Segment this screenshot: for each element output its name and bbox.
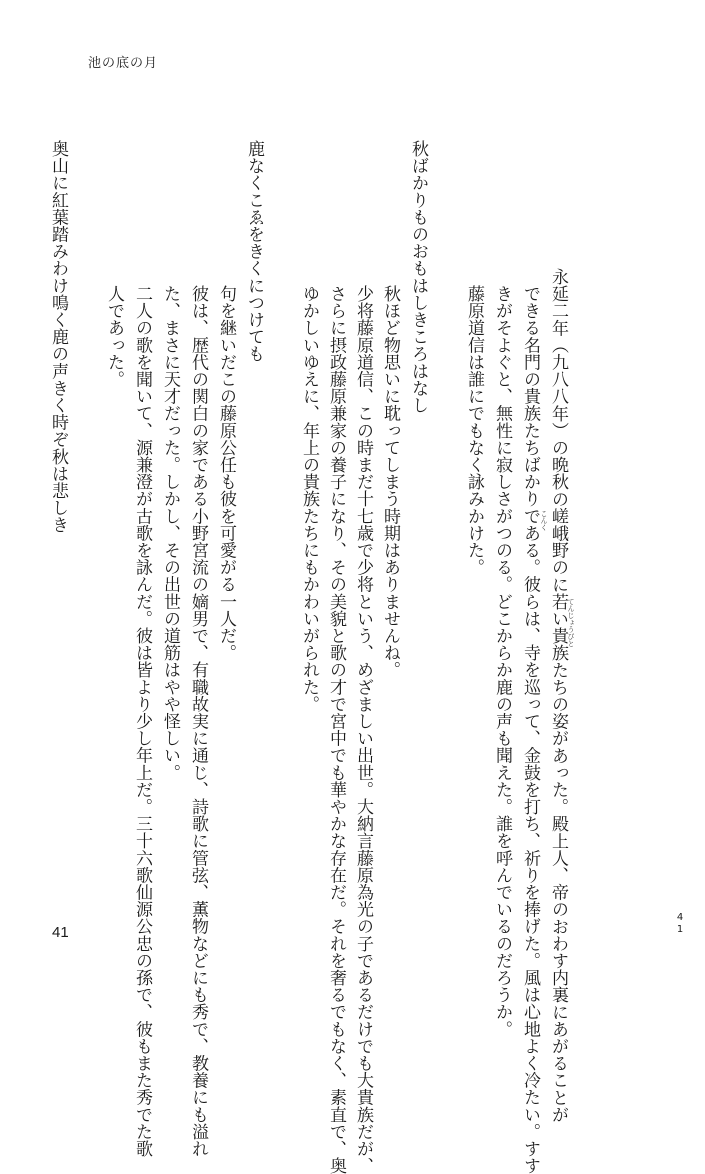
body-column: 秋ほど物思いに耽ってしまう時期はありませんね。: [380, 285, 400, 679]
body-column: 永延二年（九八八年）の晩秋の嵯峨野のに若い貴族たちの姿があった。殿上人、帝のおわす内裏にあがることが: [548, 268, 568, 1123]
body-column: 二人の歌を聞いて、源兼澄が古歌を詠んだ。彼は皆より少し年上だ。三十六歌仙源公忠の孫で、彼もまた秀でた歌: [132, 285, 152, 1158]
ruby-konku: こんく: [540, 510, 548, 531]
body-column: さらに摂政藤原兼家の養子になり、その美貌と歌の才で宮中でも華やかな存在だ。それを奢るでもなく、素直で、奥: [326, 285, 346, 1174]
page-number: 41: [52, 924, 69, 941]
running-header: 池の底の月: [88, 56, 159, 71]
body-column: 彼は、歴代の関白の家である小野宮流の嫡男で、有職故実に通じ、詩歌に管弦、薫物などにも秀で、教養にも溢れ: [188, 285, 208, 1158]
poem-line: 奥山に紅葉踏みわけ鳴く鹿の声きく時ぞ秋は悲しき: [48, 140, 68, 534]
body-column: 句を継いだこの藤原公任も彼を可愛がる一人だ。: [216, 285, 236, 662]
body-column: きがそよぐと、無性に寂しさがつのる。どこからか鹿の声も聞えた。誰を呼んでいるのだろうか。: [492, 285, 512, 1038]
body-column: た、まさに天才だった。しかし、その出世の道筋はやや怪しい。: [160, 285, 180, 781]
side-page-number: 4 1: [676, 912, 684, 935]
body-column: 少将藤原道信、この時まだ十七歳で少将という、めざましい出世。大納言藤原為光の子であるだけでも大貴族だが、: [353, 285, 373, 1174]
body-column: できる名門の貴族たちばかりである。彼らは、寺を巡って、金鼓を打ち、祈りを捧げた。風は心地よく冷たい。すす: [520, 285, 540, 1174]
body-column: 人であった。: [104, 285, 124, 388]
poem-line: 秋ばかりものおもはしきころはなし: [408, 140, 428, 414]
body-column: ゆかしいゆえに、年上の貴族たちにもかわいがられた。: [299, 285, 319, 713]
poem-line: 鹿なくこゑをきくにつけても: [244, 140, 264, 363]
ruby-tenjoubito: てんじょうびと: [567, 598, 575, 647]
body-column: 藤原道信は誰にでもなく詠みかけた。: [464, 285, 484, 576]
